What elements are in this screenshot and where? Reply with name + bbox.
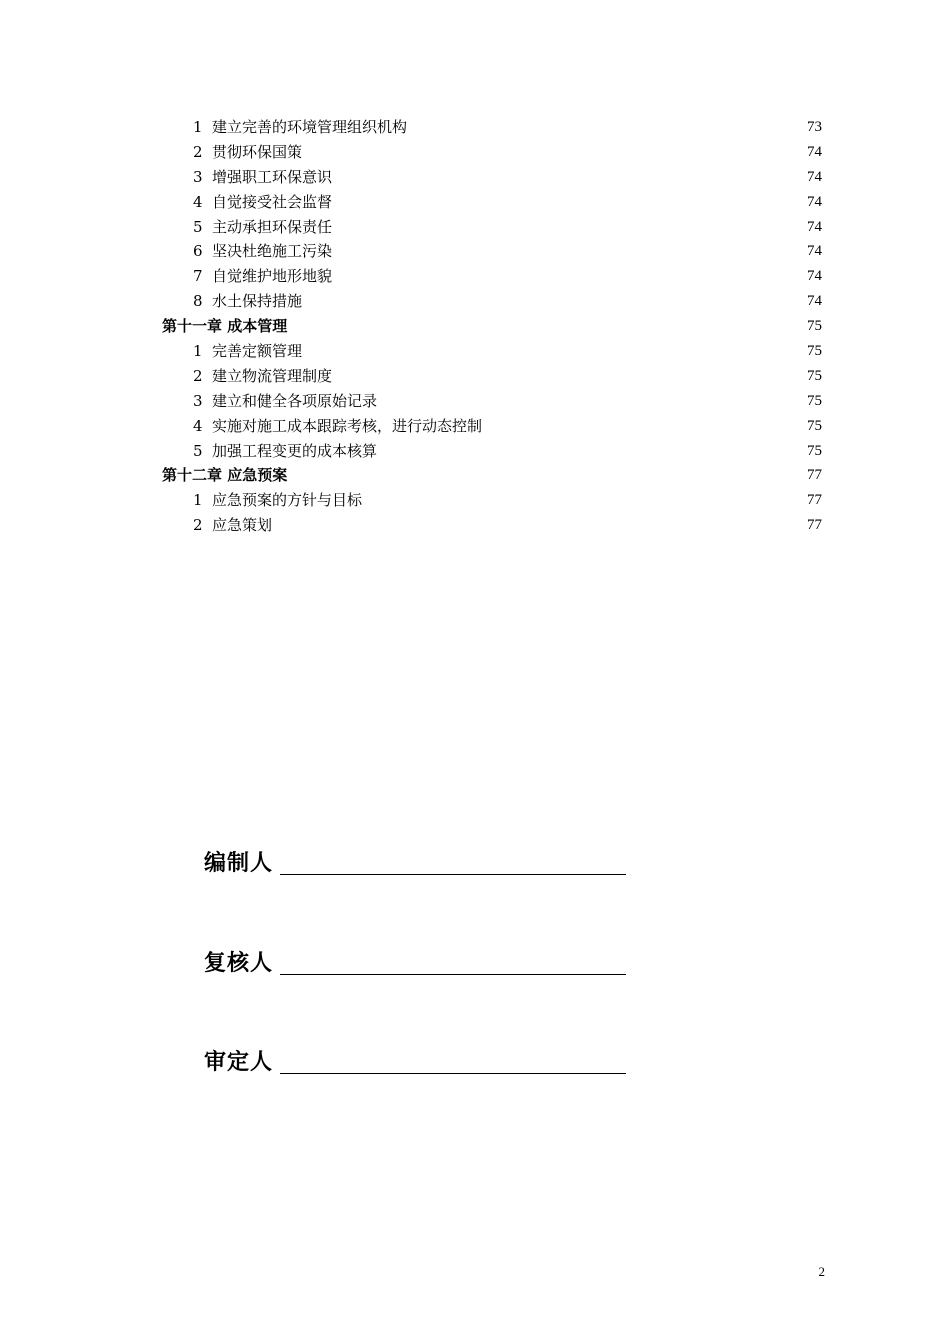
toc-item-page: 74 (807, 218, 822, 235)
approver-label: 审定人 (204, 1049, 274, 1075)
toc-item-page: 75 (807, 392, 822, 409)
compiler-label: 编制人 (204, 850, 274, 876)
toc-item-page: 74 (807, 168, 822, 185)
toc-item-title: 应急策划 (212, 516, 273, 535)
toc-item-page: 74 (807, 193, 822, 210)
toc-item-title: 建立和健全各项原始记录 (212, 391, 378, 410)
toc-chapter-page: 77 (807, 467, 822, 484)
reviewer-label: 复核人 (204, 950, 274, 976)
toc-item-title: 建立物流管理制度 (212, 366, 333, 385)
toc-item-title: 主动承担环保责任 (212, 217, 333, 236)
toc-row (0, 414, 950, 439)
toc-item-title: 实施对施工成本跟踪考核，进行动态控制 (212, 416, 483, 435)
toc-item-number: 2 (193, 516, 203, 535)
toc-row (0, 389, 950, 414)
toc-row (0, 140, 950, 165)
toc-row (0, 190, 950, 215)
toc-item-number: 3 (193, 167, 203, 186)
toc-item-page: 74 (807, 268, 822, 285)
toc-item-title: 自觉维护地形地貌 (212, 267, 333, 286)
toc-item-page: 75 (807, 417, 822, 434)
toc-item-number: 5 (193, 441, 203, 460)
toc-row (0, 488, 950, 513)
toc-chapter-title: 第十二章 应急预案 (162, 466, 288, 485)
toc-item-number: 3 (193, 391, 203, 410)
toc-row (0, 439, 950, 464)
toc-item-title: 自觉接受社会监督 (212, 192, 333, 211)
toc-item-page: 75 (807, 442, 822, 459)
toc-item-page: 74 (807, 293, 822, 310)
toc-item-number: 2 (193, 366, 203, 385)
toc-chapter-row (0, 314, 950, 339)
toc-item-page: 75 (807, 367, 822, 384)
toc-item-number: 2 (193, 142, 203, 161)
toc-item-title: 水土保持措施 (212, 292, 303, 311)
toc-chapter-page: 75 (807, 318, 822, 335)
toc-item-number: 8 (193, 292, 203, 311)
toc-item-title: 增强职工环保意识 (212, 167, 333, 186)
toc-row (0, 215, 950, 240)
toc-item-number: 7 (193, 267, 203, 286)
toc-item-number: 5 (193, 217, 203, 236)
approver-signature-line[interactable] (280, 1073, 626, 1074)
toc-item-number: 4 (193, 416, 203, 435)
toc-row (0, 339, 950, 364)
toc-item-title: 建立完善的环境管理组织机构 (212, 118, 408, 136)
toc-row (0, 513, 950, 538)
toc-item-page: 73 (807, 119, 822, 135)
toc-item-number: 6 (193, 242, 203, 261)
toc-row (0, 239, 950, 264)
compiler-signature-line[interactable] (280, 874, 626, 875)
toc-row (0, 165, 950, 190)
toc-item-page: 75 (807, 343, 822, 360)
toc-row (0, 289, 950, 314)
toc-item-number: 1 (193, 118, 203, 136)
toc-chapter-row (0, 463, 950, 488)
toc-item-title: 应急预案的方针与目标 (212, 491, 363, 510)
page-number: 2 (818, 1264, 825, 1279)
toc-item-title: 完善定额管理 (212, 342, 303, 361)
toc-item-number: 1 (193, 491, 203, 510)
toc-item-title: 贯彻环保国策 (212, 142, 303, 161)
toc-item-title: 坚决杜绝施工污染 (212, 242, 333, 261)
toc-row (0, 115, 950, 140)
toc-row (0, 264, 950, 289)
toc-item-page: 74 (807, 243, 822, 260)
toc-item-title: 加强工程变更的成本核算 (212, 441, 378, 460)
toc-item-page: 77 (807, 492, 822, 509)
toc-item-page: 74 (807, 143, 822, 160)
toc-item-page: 77 (807, 517, 822, 534)
toc-item-number: 4 (193, 192, 203, 211)
toc-chapter-title: 第十一章 成本管理 (162, 317, 288, 336)
reviewer-signature-line[interactable] (280, 974, 626, 975)
toc-row (0, 364, 950, 389)
table-of-contents (0, 115, 950, 538)
toc-item-number: 1 (193, 342, 203, 361)
